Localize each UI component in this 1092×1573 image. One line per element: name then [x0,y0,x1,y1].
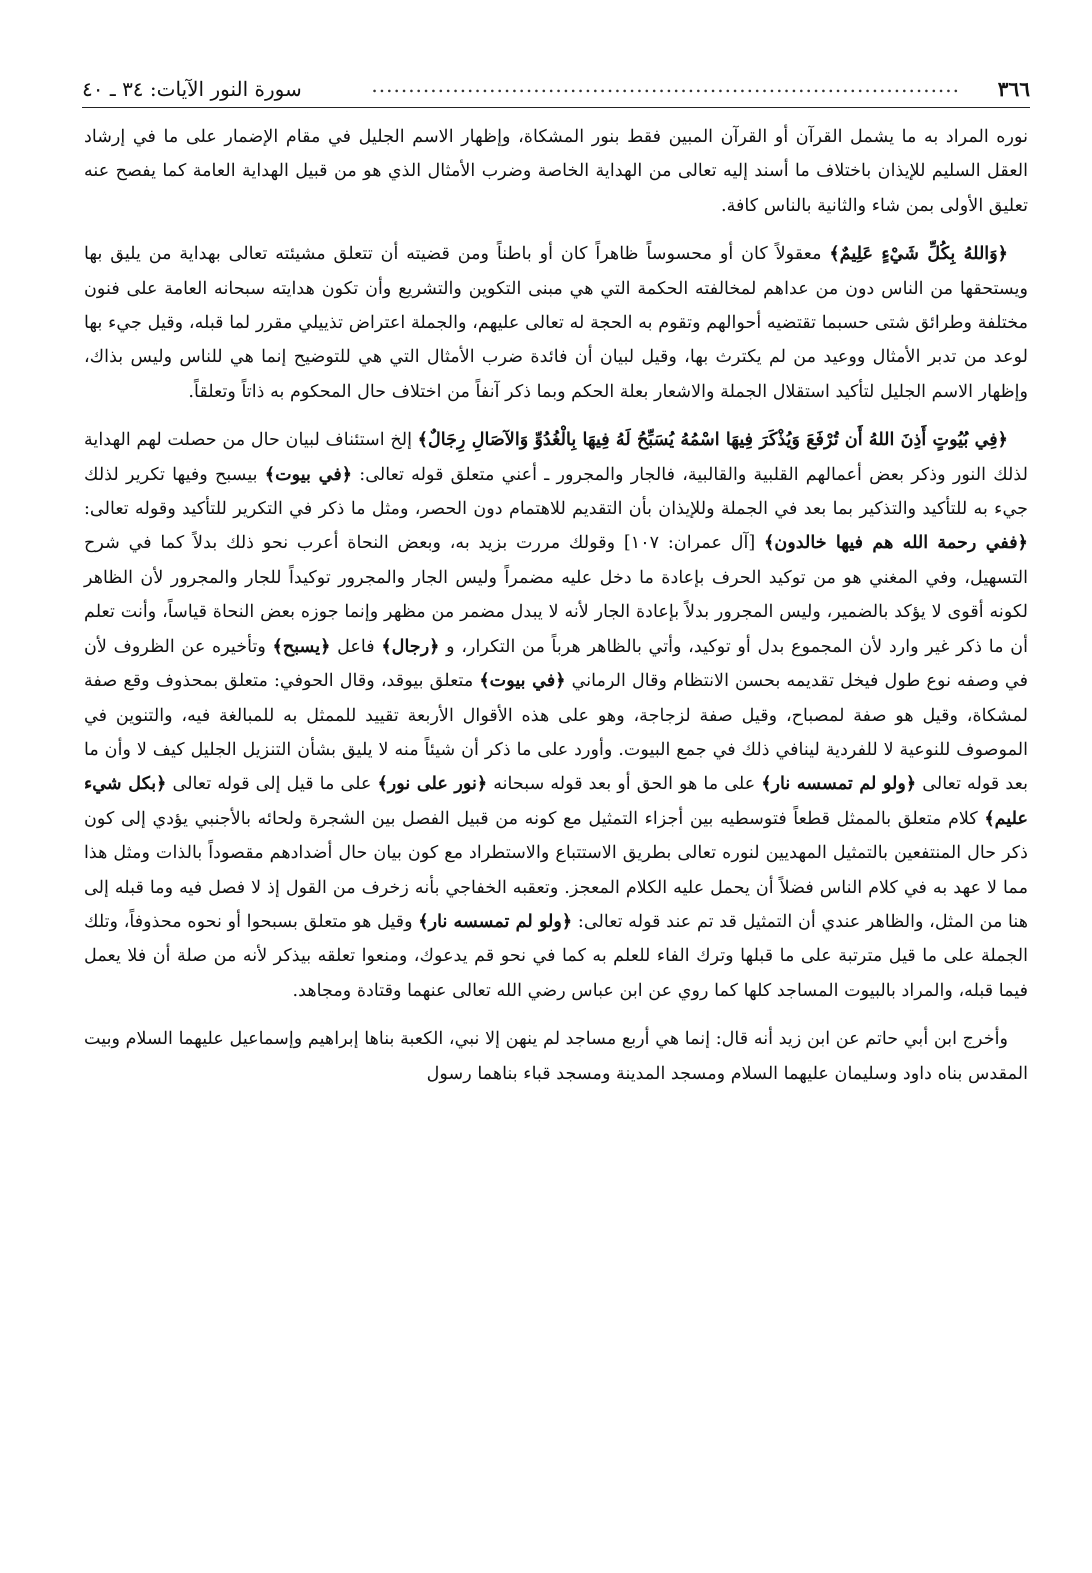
text-segment: على ما هو الحق أو بعد قوله سبحانه [487,774,762,795]
text-segment: معقولاً كان أو محسوساً ظاهراً كان أو باطناً ومن قضيته أن تتعلق مشيئته تعالى بهداية من يليق بها ويستحقها من الناس دون من عداهم لمخالفته الحكمة التي هي مبنى التكوين والتشريع وأن تكون هدايته سبحانه العامة على فنون مختلفة وطرائق شتى حسبما تقتضيه أحوالهم وتقوم به الحجة له تعالى عليهم، والجملة اعتراض تذييلي مقرر لما قبله، وقيل جيء بها لوعد من تدبر الأمثال ووعيد من لم يكترث بها، وقيل لبيان أن فائدة ضرب الأمثال التي هي للتوضيح إنما هي للناس وليس بذاك، وإظهار الاسم الجليل لتأكيد استقلال الجملة والاشعار بعلة الحكم وبما ذكر آنفاً من اختلاف حال المحكوم به ذاتاً وتعلقاً. [84,244,1028,402]
quran-quote: ﴿وَاللهُ بِكُلِّ شَيْءٍ عَلِيمٌ﴾ [829,243,1008,265]
quran-quote: ﴿ولو لم تمسسه نار﴾ [418,910,573,932]
paragraph [84,423,1028,1008]
text-segment: على ما قيل إلى قوله تعالى [166,774,378,795]
page-header [82,72,1030,106]
quran-quote: ﴿ففي رحمة الله هم فيها خالدون﴾ [764,532,1028,554]
quran-quote: ﴿بكل شيء عليم﴾ [84,773,1028,829]
text-segment: وأخرج ابن أبي حاتم عن ابن زيد أنه قال: إنما هي أربع مساجد لم ينهن إلا نبي، الكعبة بناها إبراهيم وإسماعيل عليهما السلام وبيت المقدس بناه داود وسليمان عليهما السلام ومسجد المدينة ومسجد قباء بناهما رسول [84,1029,1028,1084]
quran-quote: ﴿ولو لم تمسسه نار﴾ [761,773,917,795]
quran-quote: ﴿رجال﴾ [381,635,440,657]
text-segment: نوره المراد به ما يشمل القرآن أو القرآن المبين فقط بنور المشكاة، وإظهار الاسم الجليل في مقام الإضمار على ما في إرشاد العقل السليم للإيذان باختلاف ما أسند إليه تعالى من الهداية الخاصة وضرب الأمثال الذي هو من قبيل الهداية العامة كما يفصح عنه تعليق الأولى بمن شاء والثانية بالناس كافة. [84,127,1028,216]
text-segment: وقيل هو متعلق بسبحوا أو نحوه محذوفاً، وتلك الجملة على ما قيل مترتبة على ما قبلها وترك الفاء للعلم به كما في نحو قم يدعوك، ومنعوا تعلقه بيذكر لأنه من صلة أن فلا يعمل فيما قبله، والمراد بالبيوت المساجد كلها كما روي عن ابن عباس رضي الله تعالى عنهما وقتادة ومجاهد. [84,911,1028,1001]
header-rule [82,107,1030,108]
paragraph [84,1022,1028,1091]
text-segment: وتأخيره عن الظروف لأن في وصفه نوع طول فيخل تقديمه بحسن الانتظام وقال الرماني [84,636,1028,692]
text-segment: متعلق بيوقد، وقال الحوفي: متعلق بمحذوف وقع صفة لمشكاة، وقيل هو صفة لمصباح، وقيل صفة لزجاجة، وهو على هذه الأقوال الأربعة تقييد للممثل به للمبالغة فيه، والتنوين في الموصوف للنوعية لا للفردية لينافي ذلك في جمع البيوت. وأورد على ما ذكر أن شيئاً منه لا يليق بشأن التنزيل الجليل كيف لا وأن ما بعد قوله تعالى [84,671,1028,795]
page-number: ٣٦٦ [997,77,1030,101]
quran-quote: ﴿فِي بُيُوتٍ أَذِنَ اللهُ أَن تُرْفَعَ وَيُذْكَرَ فِيهَا اسْمُهُ يُسَبِّحُ لَهُ فِيهَا بِالْغُدُوِّ وَالآصَالِ رِجَالٌ﴾ [417,429,1008,451]
text-segment: كلام متعلق بالممثل قطعاً فتوسطيه بين أجزاء التمثيل مع كونه من قبيل الفصل بين الشجرة ولحائه بالأجنبي يؤدي إلى كون ذكر حال المنتفعين بالتمثيل المهديين لنوره تعالى بطريق الاستتباع والاستطراد مع كون بيان حال أضدادهم مقصوداً بالذات ومثل هذا مما لا عهد به في كلام الناس فضلاً أن يحمل عليه الكلام المعجز. وتعقبه الخفاجي بأنه زخرف من القول إذ لا فصل فيه وما قبله إلى هنا من المثل، والظاهر عندي أن التمثيل قد تم عند قوله تعالى: [84,808,1029,932]
quran-quote: ﴿يسبح﴾ [272,635,331,657]
paragraph [84,237,1028,409]
paragraph [84,120,1028,223]
text-segment: بيسبح وفيها تكرير لذلك جيء به للتأكيد والتذكير بما بعد في الجملة وللإيذان بأن التقديم للاهتمام دون الحصر، ومثل ما ذكر في التكرير للتأكيد وقوله تعالى: [84,464,1028,520]
header-leader-dots: ................................................................................ [371,73,960,97]
quran-quote: ﴿نور على نور﴾ [377,773,488,795]
quran-quote: ﴿في بيوت﴾ [479,670,566,692]
text-segment: إلخ استئناف لبيان حال من حصلت لهم الهداية لذلك النور وذكر بعض أعمالهم القلبية والقالبية، فالجار والمجرور ـ أعني متعلق قوله تعالى: [84,430,1028,485]
running-title: سورة النور الآيات: ٣٤ ـ ٤٠ [82,77,302,101]
body-text [84,120,1028,1105]
text-segment: فاعل [330,636,382,657]
text-segment: [آل عمران: ١٠٧] وقولك مررت بزيد به، وبعض النحاة أعرب نحو ذلك بدلاً كما في شرح التسهيل، وفي المغني هو من توكيد الحرف بإعادة ما دخل عليه مضمراً وليس الجار والمجرور توكيداً للجار والمجرور لأن الظاهر لكونه أقوى لا يؤكد بالضمير، وليس المجرور بدلاً بإعادة الجار لأنه لا يبدل مضمر من مظهر وإنما جوزه بعض النحاة قياساً، وأنت تعلم أن ما ذكر غير وارد لأن المجموع بدل أو توكيد، وأتي بالظاهر هرباً من التكرار، و [84,533,1028,657]
quran-quote: ﴿في بيوت﴾ [264,463,353,485]
